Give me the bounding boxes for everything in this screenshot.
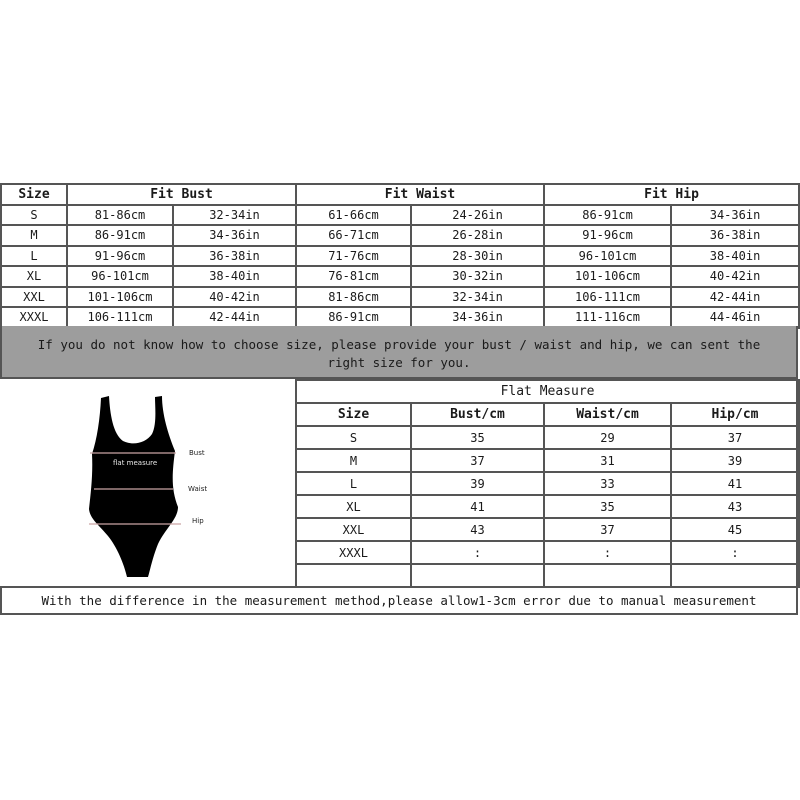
waist-cm-cell: 86-91cm — [296, 307, 411, 328]
waist-cm-cell: 76-81cm — [296, 266, 411, 287]
waist-cm-cell: 81-86cm — [296, 287, 411, 308]
hip-in-cell: 40-42in — [671, 266, 799, 287]
header-fit-waist: Fit Waist — [296, 184, 544, 205]
bust-cell — [411, 564, 544, 587]
table-row — [296, 495, 799, 518]
size-cell: S — [296, 426, 411, 449]
bust-cm-cell: 101-106cm — [67, 287, 173, 308]
size-cell: L — [296, 472, 411, 495]
table-row — [1, 287, 799, 308]
waist-cm-cell: 66-71cm — [296, 225, 411, 246]
bust-cell: 39 — [411, 472, 544, 495]
header-fit-hip: Fit Hip — [544, 184, 799, 205]
size-cell: XL — [296, 495, 411, 518]
waist-cm-cell: 71-76cm — [296, 246, 411, 267]
waist-cell: 29 — [544, 426, 671, 449]
bust-label: Bust — [189, 449, 205, 457]
bust-cell: 41 — [411, 495, 544, 518]
flat-table-title-row — [296, 380, 799, 403]
hip-cell: 41 — [671, 472, 799, 495]
table-row — [1, 246, 799, 267]
bust-cm-cell: 86-91cm — [67, 225, 173, 246]
waist-in-cell: 26-28in — [411, 225, 544, 246]
waist-cell: 35 — [544, 495, 671, 518]
hip-in-cell: 38-40in — [671, 246, 799, 267]
header-waist-cm: Waist/cm — [544, 403, 671, 426]
size-cell: XXL — [296, 518, 411, 541]
waist-in-cell: 24-26in — [411, 205, 544, 226]
hip-in-cell: 36-38in — [671, 225, 799, 246]
hip-cm-cell: 101-106cm — [544, 266, 671, 287]
bust-cell: : — [411, 541, 544, 564]
size-cell — [296, 564, 411, 587]
waist-in-cell: 28-30in — [411, 246, 544, 267]
table-row — [296, 541, 799, 564]
bust-in-cell: 40-42in — [173, 287, 296, 308]
size-cell: XXXL — [296, 541, 411, 564]
table-row — [296, 564, 799, 587]
waist-cell: 33 — [544, 472, 671, 495]
flat-measure-table — [295, 379, 800, 588]
size-cell: L — [1, 246, 67, 267]
hip-cm-cell: 106-111cm — [544, 287, 671, 308]
waist-in-cell: 34-36in — [411, 307, 544, 328]
bust-cell: 43 — [411, 518, 544, 541]
waist-cell: 31 — [544, 449, 671, 472]
waist-in-cell: 30-32in — [411, 266, 544, 287]
size-cell: S — [1, 205, 67, 226]
bust-in-cell: 36-38in — [173, 246, 296, 267]
hip-cm-cell: 91-96cm — [544, 225, 671, 246]
bust-cell: 37 — [411, 449, 544, 472]
bust-cell: 35 — [411, 426, 544, 449]
waist-cell: 37 — [544, 518, 671, 541]
hip-in-cell: 34-36in — [671, 205, 799, 226]
waist-cell — [544, 564, 671, 587]
table-row — [1, 307, 799, 328]
fit-table-header-row — [1, 184, 799, 205]
header-hip-cm: Hip/cm — [671, 403, 799, 426]
waist-cm-cell: 61-66cm — [296, 205, 411, 226]
table-row — [1, 266, 799, 287]
waist-cell: : — [544, 541, 671, 564]
table-row — [296, 518, 799, 541]
bust-cm-cell: 106-111cm — [67, 307, 173, 328]
bust-in-cell: 42-44in — [173, 307, 296, 328]
header-size: Size — [296, 403, 411, 426]
fit-size-table — [0, 183, 800, 329]
bust-in-cell: 34-36in — [173, 225, 296, 246]
table-row — [296, 426, 799, 449]
hip-cell: : — [671, 541, 799, 564]
hip-in-cell: 42-44in — [671, 287, 799, 308]
hip-cell: 43 — [671, 495, 799, 518]
swimsuit-diagram-icon — [0, 379, 296, 586]
size-cell: XXXL — [1, 307, 67, 328]
size-cell: XXL — [1, 287, 67, 308]
hip-cell — [671, 564, 799, 587]
hip-label: Hip — [192, 517, 204, 525]
table-row — [296, 472, 799, 495]
table-row — [296, 449, 799, 472]
table-row — [1, 205, 799, 226]
waist-in-cell: 32-34in — [411, 287, 544, 308]
hip-cell: 39 — [671, 449, 799, 472]
measurement-figure-panel — [0, 379, 296, 586]
measurement-error-note: With the difference in the measurement method,please allow1-3cm error due to manual measurement — [0, 586, 798, 615]
bust-cm-cell: 81-86cm — [67, 205, 173, 226]
bust-in-cell: 38-40in — [173, 266, 296, 287]
header-bust-cm: Bust/cm — [411, 403, 544, 426]
bust-in-cell: 32-34in — [173, 205, 296, 226]
hip-in-cell: 44-46in — [671, 307, 799, 328]
header-size: Size — [1, 184, 67, 205]
size-advice-banner: If you do not know how to choose size, please provide your bust / waist and hip, we can sent the right size for you. — [0, 326, 798, 379]
hip-cm-cell: 111-116cm — [544, 307, 671, 328]
hip-cm-cell: 86-91cm — [544, 205, 671, 226]
hip-cell: 37 — [671, 426, 799, 449]
size-cell: M — [296, 449, 411, 472]
flat-table-header-row — [296, 403, 799, 426]
size-cell: XL — [1, 266, 67, 287]
waist-label: Waist — [188, 485, 208, 493]
hip-cm-cell: 96-101cm — [544, 246, 671, 267]
bust-cm-cell: 96-101cm — [67, 266, 173, 287]
bust-cm-cell: 91-96cm — [67, 246, 173, 267]
flat-measure-title: Flat Measure — [296, 380, 799, 403]
flat-measure-inner-label: flat measure — [113, 459, 158, 467]
table-row — [1, 225, 799, 246]
hip-cell: 45 — [671, 518, 799, 541]
size-cell: M — [1, 225, 67, 246]
header-fit-bust: Fit Bust — [67, 184, 296, 205]
